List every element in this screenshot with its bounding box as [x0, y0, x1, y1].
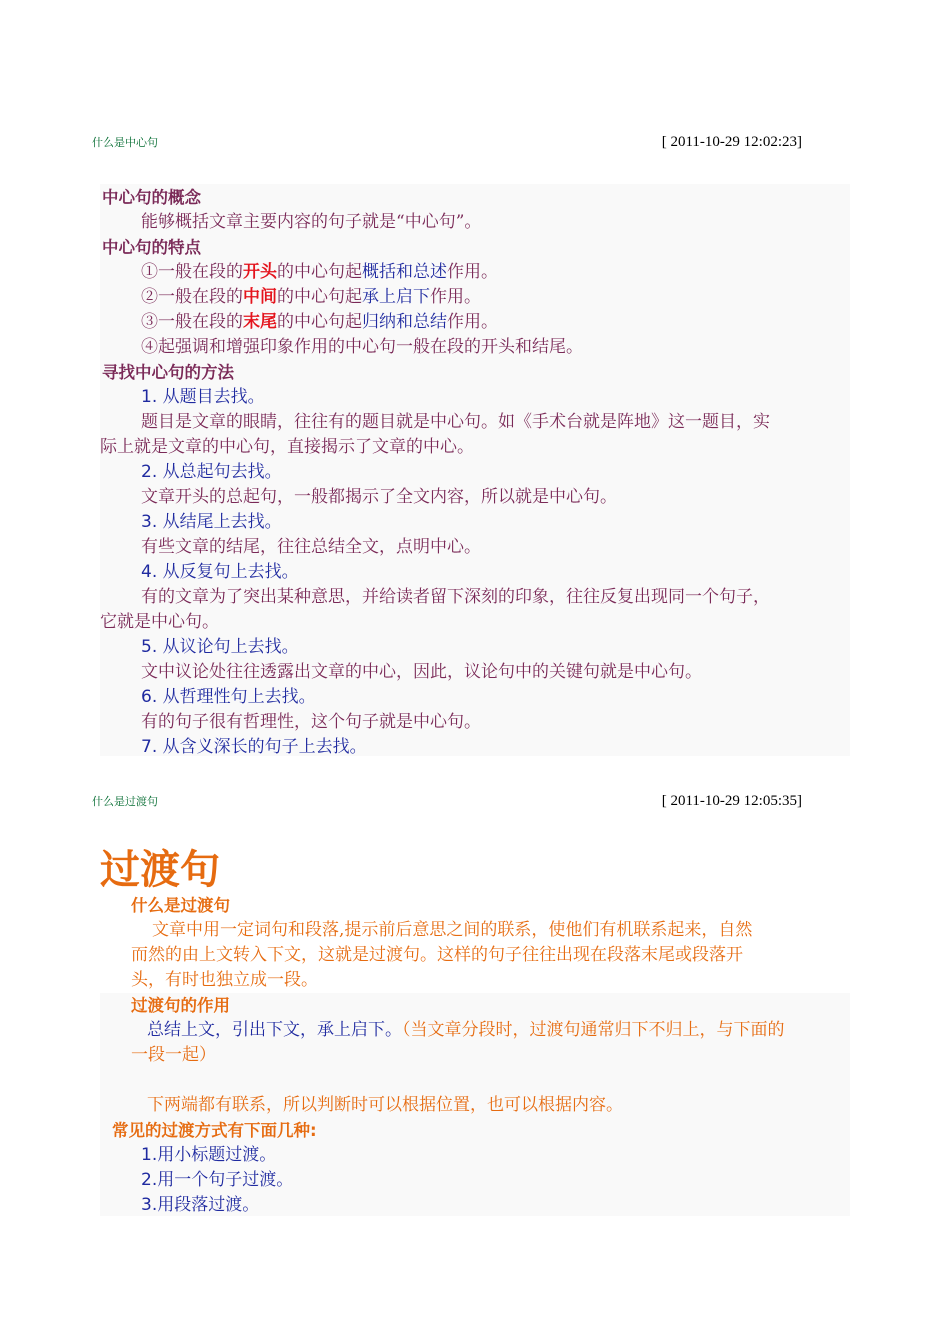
- method-desc-cont: 际上就是文章的中心句，直接揭示了文章的中心。: [100, 437, 474, 457]
- method-label: 1. 从题目去找。: [141, 387, 265, 407]
- paragraph-line: 下两端都有联系，所以判断时可以根据位置，也可以根据内容。: [147, 1095, 623, 1115]
- article-timestamp: [ 2011-10-29 12:05:35]: [661, 792, 802, 809]
- blank-line: [100, 1068, 850, 1093]
- article-title-link[interactable]: 什么是过渡句: [92, 795, 158, 808]
- article-content-1: [100, 184, 850, 756]
- feature-item: ④起强调和增强印象作用的中心句一般在段的开头和结尾。: [141, 337, 583, 357]
- method-desc: 题目是文章的眼睛，往往有的题目就是中心句。如《手术台就是阵地》这一题目，实: [141, 412, 770, 432]
- list-item: 1.用小标题过渡。: [141, 1145, 277, 1165]
- article-content-2-intro: [100, 893, 850, 993]
- method-desc-cont: 它就是中心句。: [100, 612, 219, 632]
- paragraph-line: 而然的由上文转入下文，这就是过渡句。这样的句子往往出现在段落末尾或段落开: [131, 945, 743, 965]
- list-item: 2.用一个句子过渡。: [141, 1170, 294, 1190]
- method-label: 5. 从议论句上去找。: [141, 637, 299, 657]
- page-title: 过渡句: [100, 846, 220, 893]
- method-label: 7. 从含义深长的句子上去找。: [141, 737, 367, 757]
- method-desc: 有的句子很有哲理性，这个句子就是中心句。: [141, 712, 481, 732]
- feature-item: ②一般在段的中间的中心句起承上启下作用。: [141, 287, 481, 307]
- paragraph-line: 总结上文，引出下文，承上启下。（当文章分段时，过渡句通常归下不归上，与下面的: [147, 1020, 785, 1040]
- section-heading: 常见的过渡方式有下面几种:: [112, 1121, 317, 1140]
- section-heading: 什么是过渡句: [131, 896, 230, 915]
- feature-item: ①一般在段的开头的中心句起概括和总述作用。: [141, 262, 498, 282]
- list-item: 3.用段落过渡。: [141, 1195, 260, 1215]
- paragraph-line: 文章中用一定词句和段落,提示前后意思之间的联系，使他们有机联系起来，自然: [152, 920, 753, 940]
- article-title-link[interactable]: 什么是中心句: [92, 136, 158, 149]
- section-heading: 中心句的概念: [102, 188, 201, 207]
- method-label: 6. 从哲理性句上去找。: [141, 687, 316, 707]
- method-desc: 有些文章的结尾，往往总结全文，点明中心。: [141, 537, 481, 557]
- method-desc: 文中议论处往往透露出文章的中心，因此，议论句中的关键句就是中心句。: [141, 662, 702, 682]
- article-timestamp: [ 2011-10-29 12:02:23]: [661, 133, 802, 150]
- feature-item: ③一般在段的末尾的中心句起归纳和总结作用。: [141, 312, 498, 332]
- method-label: 3. 从结尾上去找。: [141, 512, 282, 532]
- section-heading: 中心句的特点: [102, 238, 201, 257]
- article-content-2-body: [100, 993, 850, 1216]
- article-header-2: [92, 791, 802, 811]
- method-desc: 文章开头的总起句，一般都揭示了全文内容，所以就是中心句。: [141, 487, 617, 507]
- method-label: 2. 从总起句去找。: [141, 462, 282, 482]
- section-heading: 过渡句的作用: [131, 996, 230, 1015]
- article-header-1: [92, 132, 802, 152]
- method-label: 4. 从反复句上去找。: [141, 562, 299, 582]
- paragraph: 能够概括文章主要内容的句子就是“中心句”。: [141, 212, 482, 232]
- paragraph-line: 头，有时也独立成一段。: [131, 970, 318, 990]
- paragraph-line: 一段一起）: [131, 1045, 216, 1065]
- section-heading: 寻找中心句的方法: [102, 363, 234, 382]
- method-desc: 有的文章为了突出某种意思，并给读者留下深刻的印象，往往反复出现同一个句子，: [141, 587, 770, 607]
